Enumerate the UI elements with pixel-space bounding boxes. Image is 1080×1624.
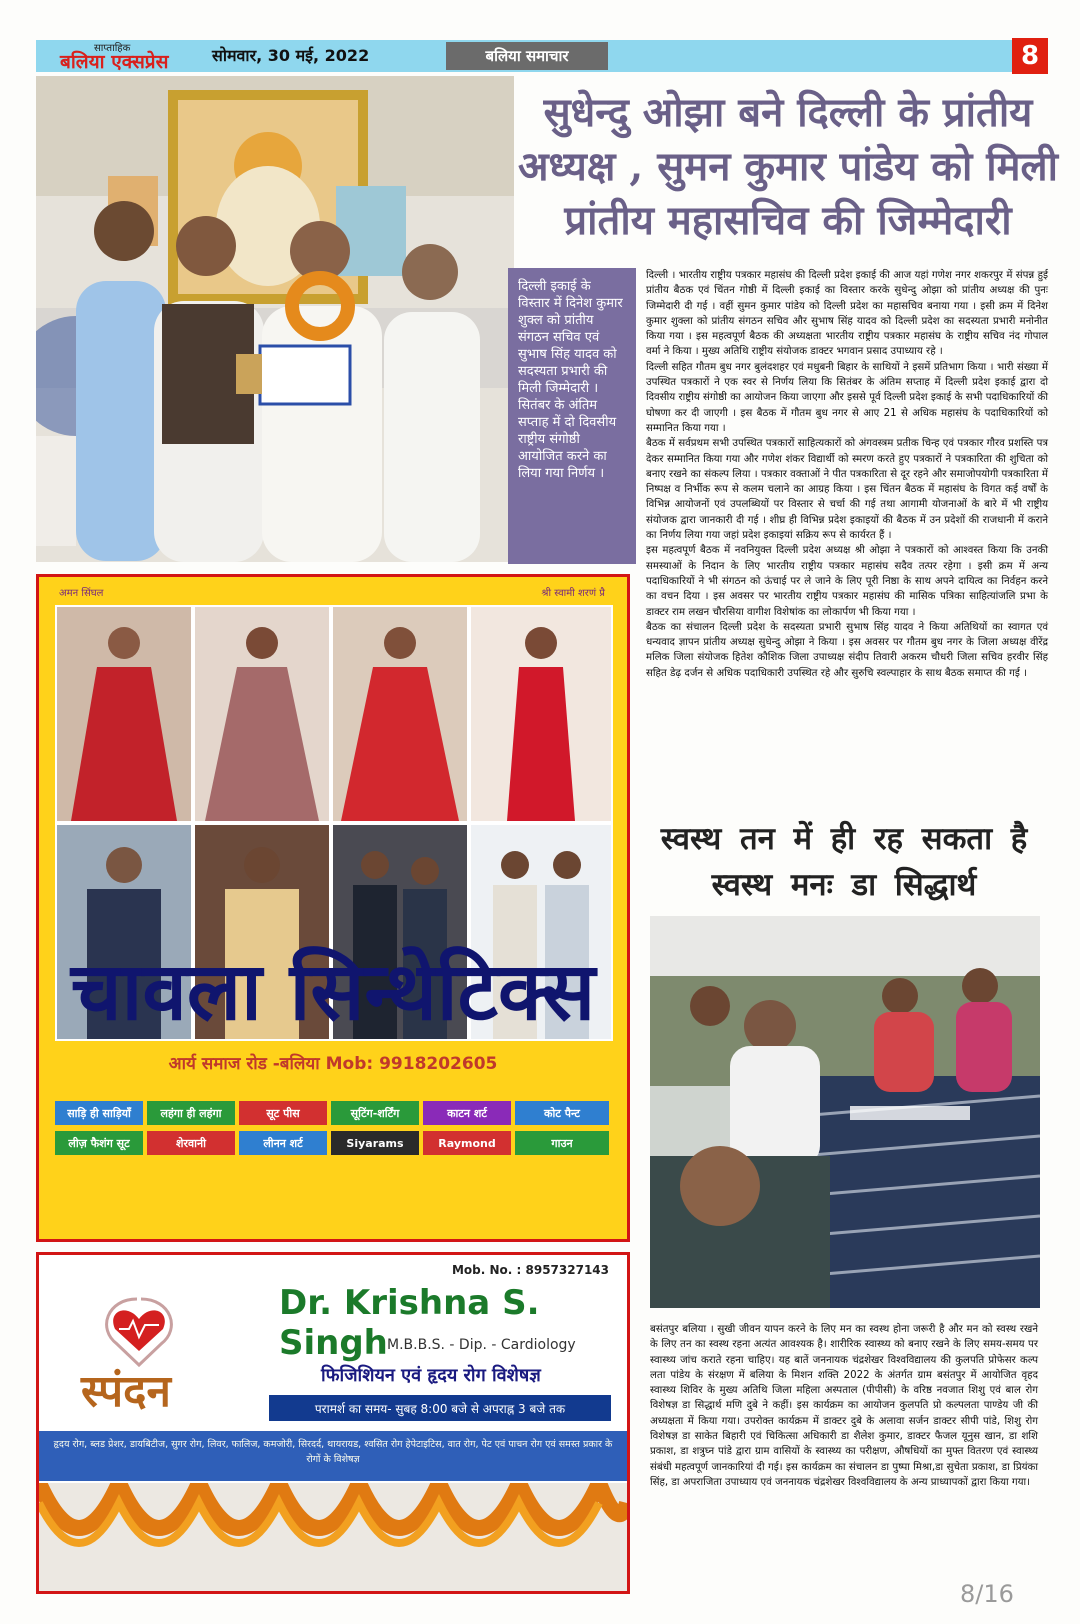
story1-headline: सुधेन्दु ओझा बने दिल्ली के प्रांतीय अध्यक्ष , सुमन कुमार पांडेय को मिली प्रांतीय महासचिव की जिम्मेदारी [518,89,1059,244]
marigold-garland [39,1483,627,1591]
story1-paragraph: बैठक का संचालन दिल्ली प्रदेश के सदस्यता प्रभारी सुभाष सिंह यादव ने किया अतिथियों का स्वागत एवं धन्यवाद ज्ञापन प्रांतीय अध्यक्ष सुधेन्दु ओझा ने किया । इस अवसर पर गौतम बुध नगर के जिला अध्यक्ष वीरेंद्र मलिक जिला संयोजक हितेश कौशिक जिला उपाध्यक्ष संदीप तिवारी अकरम चौधरी जिला सचिव हरवीर सिंह सहित डेढ़ दर्जन से अधिक पदाधिकारी उपस्थित रहे और सुरुचि स्वल्पाहार के साथ बैठक समाप्त की गई । [646,621,1048,679]
ad-category-chip: कोट पैन्ट [515,1101,609,1125]
issue-date: सोमवार, 30 मई, 2022 [212,46,370,65]
logo-text: स्पंदन [81,1366,171,1417]
viewer-page-indicator: 8/16 [960,1580,1014,1608]
story1-body [646,268,1048,681]
consultation-timing: परामर्श का समय- सुबह 8:00 बजे से अपराह्न 3 बजे तक [269,1395,611,1421]
ad-top-left: अमन सिंघल [59,588,104,599]
ad-category-chip: गाउन [515,1131,609,1155]
masthead [36,40,204,72]
masthead-title: बलिया एक्सप्रेस [60,51,169,73]
ad-category-chip: Raymond [423,1131,511,1155]
story1-paragraph: बैठक में सर्वप्रथम सभी उपस्थित पत्रकारों साहित्यकारों को अंगवस्त्रम प्रतीक चिन्ह एवं पत्रकार गौरव प्रशस्ति पत्र देकर सम्मानित किया गया और गणेश शंकर विद्यार्थी को स्मरण करते हुए पत्रकारों ने पत्रकारिता की शुचिता को बनाए रखने का संकल्प लिया । पत्रकार वक्ताओं ने पीत पत्रकारिता से दूर रहने और समाजोपयोगी पत्रकारिता में निष्पक्ष व निर्भीक रूप से कलम चलाने का आग्रह किया । इस चिंतन बैठक में महासंघ के विगत कई वर्षों के विभिन्न आयोजनों एवं उपलब्धियों पर विस्तार से चर्चा की गई तथा आगामी योजनाओं के बारे में भी राष्ट्रीय संयोजक द्वारा जानकारी दी गई । शीघ्र ही विभिन्न प्रदेश इकाइयों की बैठक में उन प्रदेशों की राजधानी में कराने का निर्णय लिया गया जहां प्रदेश इकाइयां सक्रिय रूप से कार्यरत हैं । [646,438,1049,542]
ad-address: आर्य समाज रोड -बलिया Mob: 9918202605 [168,1054,498,1074]
story2-headline: स्वस्थ तन में ही रह सकता है स्वस्थ मनः डा सिद्धार्थ [660,821,1028,903]
product-photo-lehenga-3 [331,605,469,823]
ad-category-chip: काटन शर्ट [423,1101,511,1125]
ad-category-chip: लीज़ फैशंग सूट [55,1131,143,1155]
ad-category-chip: सूटिंग-शर्टिंग [331,1101,419,1125]
product-photo-lehenga-2 [193,605,331,823]
ad-category-chip: शेरवानी [147,1131,235,1155]
ad-category-chip: सूट पीस [239,1101,327,1125]
heart-hands-logo [67,1289,247,1439]
page-number: 8 [1012,38,1048,74]
masthead-small: साप्ताहिक [94,43,131,54]
chawla-synthetics-ad [36,574,630,1242]
ad-category-chip: Siyarams [331,1131,419,1155]
product-photo-lehenga-1 [55,605,193,823]
ad-top-right: श्री स्वामी शरणं प्रै [541,588,605,599]
story2-body: बसंतपुर बलिया । सुखी जीवन यापन करने के लिए मन का स्वस्थ होना जरूरी है और मन को स्वस्थ रखने के लिए तन का स्वस्थ रहना अत्यंत आवश्यक है। शारीरिक स्वास्थ्य को बनाए रखने के लिए समय-समय पर स्वास्थ्य जांच कराते रहना चाहिए। यह बातें जननायक चंद्रशेखर विश्वविद्यालय की कुलपति प्रोफेसर कल्प लता पांडेय के संरक्षण में बलिया के मिशन शक्ति 2022 के अंतर्गत ग्राम बसंतपुर में आयोजित वृहद स्वास्थ्य शिविर के मुख्य अतिथि जिला महिला अस्पताल (पीपीसी) के वरिष्ठ नवजात शिशु एवं बाल रोग विशेषज्ञ डा सिद्धार्थ मणि दुबे ने कहीं। इस कार्यक्रम का आयोजन कुलपति प्रो कल्पलता पाण्डेय जी की अध्यक्षता में किया गया। उपरोक्त कार्यक्रम में डाक्टर दुबे के अलावा सर्जन डाक्टर सीपी पांडे, शिशु रोग विशेषज्ञ डा साकेत बिहारी एवं चिकित्सा अधिकारी डा शैलेश कुमार, डाक्टर फैजल यूनुस खान, डा शशि प्रकाश, डा शत्रुघ्न पांडे द्वारा ग्राम वासियों के स्वास्थ्य का परीक्षण, औषधियों का मुफ्त वितरण एवं स्वास्थ्य संबंधी महत्वपूर्ण जानकारियां दी गई। इस कार्यक्रम का संचालन डा पुष्पा मिश्रा,डा सुचेता प्रकाश, डा प्रियंका सिंह, डा अपराजिता उपाध्याय एवं जननायक चंद्रशेखर विश्वविद्यालय के अन्य प्राध्यापकों द्वारा किया गया। [650,1324,1038,1488]
felicitation-photo [36,76,514,562]
health-camp-photo [650,916,1040,1308]
ad-category-chip: साड़ि ही साड़ियाँ [55,1101,143,1125]
story1-paragraph: दिल्ली । भारतीय राष्ट्रीय पत्रकार महासंघ की दिल्ली प्रदेश इकाई की आज यहां गणेश नगर शकरपुर में संपन्न हुई प्रांतीय बैठक एवं चिंतन गोष्ठी में दिल्ली इकाई का विस्तार करके सुधेन्दु ओझा को प्रांतीय अध्यक्ष की पुनः जिम्मेदारी दी गई । वहीं सुमन कुमार पांडेय को दिल्ली प्रदेश का महासचिव बनाया गया । इसी क्रम में दिनेश कुमार शुक्ला को प्रांतीय संगठन सचिव और सुभाष सिंह यादव को दिल्ली प्रदेश का सदस्यता प्रभारी मनोनीत किया गया । इस महत्वपूर्ण बैठक की अध्यक्षता भारतीय राष्ट्रीय पत्रकार महासंघ के राष्ट्रीय सचिव नंद गोपाल वर्मा ने किया । मुख्य अतिथि राष्ट्रीय संयोजक डाक्टर भगवान प्रसाद उपाध्याय रहे । [646,270,1048,358]
doctor-ad [36,1252,630,1594]
doctor-qualification: M.B.B.S. - Dip. - Cardiology [387,1337,576,1353]
ad-brand-name: चावला सिन्थेटिक्स [70,944,596,1038]
doctor-services: हृदय रोग, ब्लड प्रेशर, डायबिटीज, सुगर रोग, लिवर, फालिज, कमजोरी, सिरदर्द, थायरायड, श्वसित रोग हेपेटाइटिस, वात रोग, पेट एवं पाचन रोग एवं समस्त प्रकार के रोगों के विशेषज्ञ [39,1431,627,1481]
doctor-mobile: Mob. No. : 8957327143 [451,1263,609,1277]
doctor-name: Dr. Krishna S. Singh [279,1283,540,1363]
ad-category-chip: लहंगा ही लहंगा [147,1101,235,1125]
section-label: बलिया समाचार [446,42,608,70]
photo-caption: दिल्ली इकाई के विस्तार में दिनेश कुमार शुक्ल को प्रांतीय संगठन सचिव एवं सुभाष सिंह यादव को सदस्यता प्रभारी की मिली जिम्मेदारी । सितंबर के अंतिम सप्ताह में दो दिवसीय राष्ट्रीय संगोष्ठी आयोजित करने का लिया गया निर्णय । [508,268,636,564]
ad-category-chip: लीनन शर्ट [239,1131,327,1155]
story1-paragraph: इस महत्वपूर्ण बैठक में नवनियुक्त दिल्ली प्रदेश अध्यक्ष श्री ओझा ने पत्रकारों को आश्वस्त किया कि उनकी समस्याओं के निदान के लिए भारतीय राष्ट्रीय पत्रकार महासंघ सदैव तत्पर रहेगा । इसी क्रम में अन्य पदाधिकारियों ने भी संगठन को ऊंचाई पर ले जाने के लिए पूरी निष्ठा के साथ अपने दायित्व का निर्वहन करने का वचन दिया । इस अवसर पर भारतीय राष्ट्रीय पत्रकार महासंघ की मासिक पत्रिका साहित्यांजलि प्रभा के डाक्टर राम लखन चौरसिया वागीश विशेषांक का लोकार्पण भी किया गया । [646,545,1048,618]
story1-paragraph: दिल्ली सहित गौतम बुध नगर बुलंदशहर एवं मधुबनी बिहार के साथियों ने इसमें प्रतिभाग किया । भारी संख्या में उपस्थित पत्रकारों ने एक स्वर से निर्णय लिया कि सितंबर के अंतिम सप्ताह में दिल्ली प्रदेश इकाई द्वारा दो दिवसीय राष्ट्रीय संगोष्ठी का आयोजन किया जाएगा और इससे पूर्व दिल्ली प्रदेश इकाई के सभी पदाधिकारियों की घोषणा कर दी जाएगी । इस बैठक में गौतम बुध नगर से आए 21 से अधिक महासंघ के पदाधिकारियों को सम्मानित किया गया । [646,361,1048,434]
product-photo-saree [469,605,613,823]
doctor-specialty: फिजिशियन एवं हृदय रोग विशेषज्ञ [321,1365,541,1386]
